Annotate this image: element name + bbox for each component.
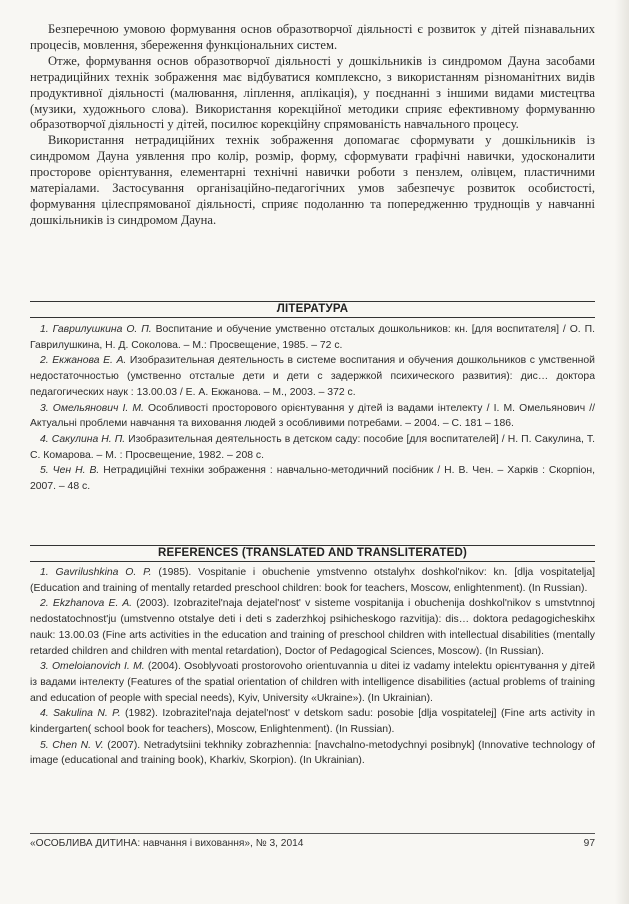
conclusion-text [30, 22, 595, 229]
reference-item: 4. Sakulina N. P. (1982). Izobrazitel'naja dejatel'nost' v detskom sadu: posobie [dlja vospitatelej] (Fine arts activity in kindergarten( school book for teachers), Moscow, Enlightenment). (In Russian). [30, 708, 595, 736]
literature-item: 4. Сакулина Н. П. Изобразительная деятельность в детском саду: пособие [для воспитателей] / Н. П. Сакулина, Т. С. Комарова. – М. : Просвещение, 1982. – 208 с. [30, 433, 595, 461]
paragraph-2: Отже, формування основ образотворчої діяльності у дошкільників із синдромом Дауна засобами нетрадиційних технік зображення має відбуватися комплексно, з використанням різноманітних видів продуктивної діяльності (малювання, ліплення, аплікація), у поєднанні з іншими видами мистецтва (музики, художнього слова). Використання корекційної методики сприяє ефективному формуванню образотворчої діяльності у дітей, посилює корекційну спрямованість навчального процесу. [30, 53, 595, 132]
paragraph-3: Використання нетрадиційних технік зображення допомагає сформувати у дошкільників із синдромом Дауна уявлення про колір, розмір, форму, сформувати графічні навички, удосконалити просторове орієнтування, елементарні технічні навички роботи з пензлем, олівцем, пластичними матеріалами. Застосування організаційно-педагогічних умов забезпечує розвиток особистості, формування цілеспрямованої діяльності, сприяє подоланню та попередженню труднощів у навчанні дошкільників із синдромом Дауна. [30, 133, 595, 227]
page-edge-shadow [615, 0, 629, 904]
references-list [30, 565, 595, 769]
reference-item: 1. Gavrilushkina O. P. (1985). Vospitanie i obuchenie ymstvenno otstalyhx doshkol'nikov: kn. [dlja vospitatelja] (Education and training of mentally retarded preschool children: book for teachers, Moscow, enlightenment). (In Russian). [30, 567, 595, 594]
literature-item: 5. Чен Н. В. Нетрадиційні техніки зображення : навчально-методичний посібник / Н. В. Чен. – Харків : Скорпіон, 2007. – 48 с. [30, 465, 595, 493]
literature-list [30, 322, 595, 495]
literature-heading: ЛІТЕРАТУРА [30, 301, 595, 318]
footer-divider [30, 833, 595, 834]
reference-item: 5. Chen N. V. (2007). Netradytsiini tekhniky zobrazhennia: [navchalno-metodychnyi posibnyk] (Innovative technology of image (educational and training book), Kharkiv, Skorpion). (In Ukrainian). [30, 739, 595, 767]
page-number: 97 [583, 838, 595, 849]
references-heading: REFERENCES (TRANSLATED AND TRANSLITERATED) [30, 545, 595, 562]
literature-item: 1. Гаврилушкина О. П. Воспитание и обучение умственно отсталых дошкольников: кн. [для воспитателя] / О. П. Гаврилушкина, Н. Д. Соколова. – М.: Просвещение, 1985. – 72 с. [30, 324, 595, 351]
reference-item: 3. Omeloianovich I. M. (2004). Osoblyvoati prostorovoho orientuvannia u ditei iz vadamy intelektu орієнтування у дітей із вадами інтелекту (Features of the spatial orientation of children with intelligence disabilities (actual problems of training and education of people with special needs), Kyiv, University «Ukraine»). (In Ukrainian). [30, 661, 595, 704]
literature-item: 3. Омельянович І. М. Особливості просторового орієнтування у дітей із вадами інтелекту / І. М. Омельянович // Актуальні проблеми навчання та виховання людей з особливими потребами. – 2004. – С. 181 – 186. [30, 402, 596, 430]
paragraph-1: Безперечною умовою формування основ образотворчої діяльності є розвиток у дітей пізнавальних процесів, мовлення, збереження функціональних систем. [30, 22, 595, 52]
page-footer [30, 838, 595, 849]
journal-title: «ОСОБЛИВА ДИТИНА: навчання і виховання», № 3, 2014 [30, 838, 304, 849]
reference-item: 2. Ekzhanova E. A. (2003). Izobrazitel'naja dejatel'nost' v sisteme vospitanija i obuchenija doshkol'nikov s umstvtnnoj nedostatochnost'ju (umstvenno otstalye deti i deti s zaderzhkoj psihicheskogo razvitija): dis… doktora pedagogicheskihx nauk: 13.00.03 (Fine arts activities in the education and training of preschool children with intellectual disabilities (mentally retarded children and children with mental retardation), Doctor of Pedagogical Sciences, Moscow). (In Russian). [30, 598, 595, 657]
literature-item: 2. Екжанова Е. А. Изобразительная деятельность в системе воспитания и обучения дошкольников с умственной недостаточностью (умственно отсталые дети и дети с задержкой психического развития): дис… доктора педагогических наук : 13.00.03 / Е. А. Екжанова. – М., 2003. – 372 с. [30, 355, 595, 398]
